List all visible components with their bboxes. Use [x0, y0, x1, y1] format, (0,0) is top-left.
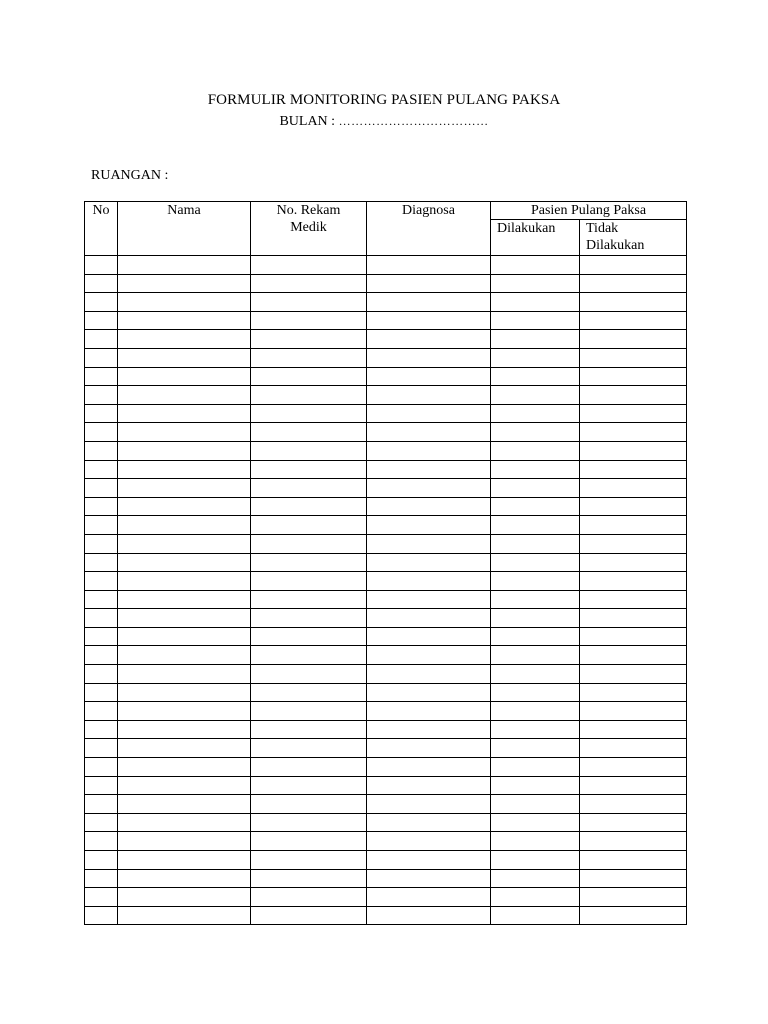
table-row: [85, 348, 687, 367]
table-cell: [118, 274, 251, 293]
table-cell: [367, 646, 491, 665]
table-cell: [491, 460, 580, 479]
table-row: [85, 609, 687, 628]
table-cell: [367, 609, 491, 628]
table-cell: [491, 702, 580, 721]
table-row: [85, 330, 687, 349]
table-cell: [85, 795, 118, 814]
table-cell: [580, 795, 687, 814]
table-row: [85, 832, 687, 851]
table-row: [85, 460, 687, 479]
table-cell: [367, 720, 491, 739]
table-cell: [491, 646, 580, 665]
table-cell: [491, 423, 580, 442]
table-cell: [491, 683, 580, 702]
table-cell: [491, 776, 580, 795]
table-cell: [85, 888, 118, 907]
table-cell: [580, 348, 687, 367]
table-cell: [580, 572, 687, 591]
table-cell: [367, 683, 491, 702]
table-cell: [85, 293, 118, 312]
table-cell: [118, 367, 251, 386]
table-cell: [367, 832, 491, 851]
table-cell: [367, 776, 491, 795]
table-cell: [580, 404, 687, 423]
table-cell: [491, 293, 580, 312]
table-cell: [85, 460, 118, 479]
table-cell: [251, 367, 367, 386]
table-cell: [118, 479, 251, 498]
table-cell: [367, 311, 491, 330]
table-cell: [367, 553, 491, 572]
table-cell: [85, 813, 118, 832]
table-cell: [251, 423, 367, 442]
table-cell: [85, 274, 118, 293]
table-cell: [118, 888, 251, 907]
table-cell: [118, 386, 251, 405]
table-row: [85, 516, 687, 535]
header-no: [85, 202, 118, 256]
table-cell: [491, 553, 580, 572]
table-cell: [118, 776, 251, 795]
table-cell: [85, 348, 118, 367]
table-cell: [491, 441, 580, 460]
table-row: [85, 311, 687, 330]
table-row: [85, 590, 687, 609]
table-cell: [580, 330, 687, 349]
table-cell: [118, 348, 251, 367]
table-cell: [580, 590, 687, 609]
table-cell: [491, 609, 580, 628]
table-cell: [580, 256, 687, 275]
table-cell: [491, 813, 580, 832]
table-cell: [251, 590, 367, 609]
table-cell: [367, 330, 491, 349]
table-cell: [367, 739, 491, 758]
table-cell: [251, 851, 367, 870]
table-cell: [367, 441, 491, 460]
table-cell: [367, 758, 491, 777]
table-row: [85, 534, 687, 553]
table-cell: [85, 516, 118, 535]
table-cell: [85, 720, 118, 739]
table-cell: [251, 460, 367, 479]
table-cell: [118, 646, 251, 665]
table-cell: [367, 293, 491, 312]
table-cell: [118, 553, 251, 572]
table-cell: [251, 497, 367, 516]
table-cell: [367, 813, 491, 832]
table-cell: [251, 516, 367, 535]
header-rekam-line1: No. Rekam: [276, 203, 341, 218]
table-cell: [580, 720, 687, 739]
table-cell: [251, 274, 367, 293]
table-cell: [367, 404, 491, 423]
table-cell: [85, 441, 118, 460]
header-diagnosa: [367, 202, 491, 256]
table-cell: [580, 683, 687, 702]
table-cell: [251, 758, 367, 777]
table-row: [85, 386, 687, 405]
table-cell: [491, 386, 580, 405]
table-cell: [85, 404, 118, 423]
table-cell: [580, 553, 687, 572]
table-cell: [118, 311, 251, 330]
header-dilakukan-label: Dilakukan: [497, 221, 556, 236]
table-cell: [85, 256, 118, 275]
table-cell: [491, 311, 580, 330]
table-cell: [580, 776, 687, 795]
table-row: [85, 479, 687, 498]
table-cell: [491, 590, 580, 609]
table-cell: [118, 665, 251, 684]
table-cell: [85, 776, 118, 795]
table-cell: [580, 497, 687, 516]
header-tidak-dilakukan: [580, 220, 687, 256]
table-cell: [367, 888, 491, 907]
header-rekam-medik: [251, 202, 367, 256]
table-row: [85, 776, 687, 795]
table-row: [85, 367, 687, 386]
table-cell: [367, 702, 491, 721]
table-cell: [580, 423, 687, 442]
table-cell: [367, 627, 491, 646]
table-cell: [251, 256, 367, 275]
table-cell: [85, 572, 118, 591]
header-group-label: Pasien Pulang Paksa: [530, 203, 647, 218]
table-row: [85, 813, 687, 832]
table-cell: [580, 609, 687, 628]
table-cell: [85, 646, 118, 665]
table-cell: [118, 534, 251, 553]
table-cell: [580, 888, 687, 907]
table-cell: [491, 869, 580, 888]
table-cell: [491, 330, 580, 349]
table-cell: [118, 256, 251, 275]
table-cell: [251, 795, 367, 814]
table-cell: [491, 851, 580, 870]
table-cell: [85, 330, 118, 349]
table-cell: [118, 590, 251, 609]
table-cell: [580, 758, 687, 777]
table-cell: [367, 572, 491, 591]
table-cell: [367, 665, 491, 684]
table-cell: [251, 386, 367, 405]
table-cell: [580, 665, 687, 684]
table-cell: [251, 869, 367, 888]
table-row: [85, 404, 687, 423]
header-tidak-line2: Dilakukan: [586, 238, 645, 253]
header-diagnosa-label: Diagnosa: [402, 203, 455, 218]
table-cell: [118, 516, 251, 535]
table-cell: [251, 311, 367, 330]
table-cell: [580, 479, 687, 498]
table-cell: [367, 516, 491, 535]
table-row: [85, 906, 687, 925]
table-cell: [367, 497, 491, 516]
table-row: [85, 423, 687, 442]
table-cell: [491, 497, 580, 516]
table-cell: [251, 683, 367, 702]
header-pasien-pulang-paksa: [491, 202, 687, 220]
table-row: [85, 720, 687, 739]
table-cell: [85, 627, 118, 646]
table-cell: [251, 906, 367, 925]
table-cell: [367, 795, 491, 814]
table-cell: [85, 479, 118, 498]
table-cell: [85, 497, 118, 516]
table-cell: [367, 348, 491, 367]
table-cell: [85, 906, 118, 925]
table-cell: [85, 609, 118, 628]
table-cell: [251, 813, 367, 832]
table-cell: [251, 479, 367, 498]
room-label: RUANGAN :: [91, 168, 169, 183]
table-cell: [251, 348, 367, 367]
table-cell: [367, 851, 491, 870]
header-no-label: No: [92, 203, 110, 218]
table-cell: [580, 851, 687, 870]
table-cell: [367, 534, 491, 553]
table-cell: [118, 572, 251, 591]
table-row: [85, 851, 687, 870]
table-cell: [85, 702, 118, 721]
table-cell: [251, 627, 367, 646]
table-cell: [118, 702, 251, 721]
table-cell: [118, 293, 251, 312]
table-cell: [85, 851, 118, 870]
table-cell: [251, 404, 367, 423]
table-cell: [118, 404, 251, 423]
table-cell: [580, 386, 687, 405]
table-row: [85, 795, 687, 814]
table-cell: [118, 832, 251, 851]
form-title: FORMULIR MONITORING PASIEN PULANG PAKSA: [207, 92, 561, 108]
table-cell: [491, 367, 580, 386]
table-cell: [85, 739, 118, 758]
table-cell: [85, 665, 118, 684]
table-cell: [580, 627, 687, 646]
table-cell: [251, 646, 367, 665]
table-cell: [580, 813, 687, 832]
table-cell: [118, 683, 251, 702]
table-cell: [85, 311, 118, 330]
table-cell: [491, 888, 580, 907]
table-cell: [580, 274, 687, 293]
header-nama: [118, 202, 251, 256]
table-row: [85, 274, 687, 293]
table-cell: [580, 832, 687, 851]
table-row: [85, 646, 687, 665]
table-cell: [85, 758, 118, 777]
table-cell: [580, 739, 687, 758]
table-cell: [118, 758, 251, 777]
table-cell: [251, 553, 367, 572]
table-cell: [580, 646, 687, 665]
month-blank: ………………………………: [338, 114, 489, 128]
table-cell: [118, 851, 251, 870]
table-cell: [118, 441, 251, 460]
table-cell: [580, 367, 687, 386]
month-line: [0, 114, 768, 130]
header-rekam-line2: Medik: [290, 220, 327, 235]
table-cell: [580, 460, 687, 479]
header-dilakukan: [491, 220, 580, 256]
table-cell: [580, 869, 687, 888]
table-row: [85, 702, 687, 721]
table-cell: [85, 683, 118, 702]
table-cell: [251, 739, 367, 758]
month-label: BULAN :: [279, 114, 336, 129]
table-cell: [251, 572, 367, 591]
table-cell: [85, 534, 118, 553]
table-cell: [85, 869, 118, 888]
table-cell: [251, 441, 367, 460]
table-row: [85, 497, 687, 516]
table-row: [85, 572, 687, 591]
table-cell: [580, 293, 687, 312]
table-cell: [118, 720, 251, 739]
table-cell: [251, 720, 367, 739]
table-cell: [491, 348, 580, 367]
table-cell: [491, 758, 580, 777]
table-cell: [580, 516, 687, 535]
table-cell: [251, 609, 367, 628]
table-cell: [491, 720, 580, 739]
monitoring-table: [84, 201, 687, 925]
table-cell: [118, 906, 251, 925]
table-cell: [580, 534, 687, 553]
table-row: [85, 256, 687, 275]
table-row: [85, 869, 687, 888]
table-cell: [367, 423, 491, 442]
table-row: [85, 553, 687, 572]
table-cell: [491, 739, 580, 758]
table-row: [85, 441, 687, 460]
table-cell: [85, 423, 118, 442]
table-cell: [118, 497, 251, 516]
table-cell: [251, 888, 367, 907]
table-cell: [367, 460, 491, 479]
table-body: [85, 256, 687, 925]
table-row: [85, 627, 687, 646]
table-cell: [251, 832, 367, 851]
table-cell: [367, 906, 491, 925]
table-cell: [118, 739, 251, 758]
table-row: [85, 758, 687, 777]
table-cell: [118, 813, 251, 832]
table-cell: [580, 906, 687, 925]
table-row: [85, 665, 687, 684]
table-cell: [491, 665, 580, 684]
table-cell: [367, 256, 491, 275]
table-cell: [367, 869, 491, 888]
table-row: [85, 739, 687, 758]
table-cell: [85, 832, 118, 851]
table-cell: [367, 386, 491, 405]
table-cell: [491, 516, 580, 535]
table-cell: [491, 479, 580, 498]
table-cell: [85, 367, 118, 386]
table-cell: [251, 702, 367, 721]
table-cell: [367, 274, 491, 293]
table-cell: [491, 274, 580, 293]
table-cell: [491, 832, 580, 851]
table-cell: [85, 553, 118, 572]
table-cell: [491, 572, 580, 591]
table-cell: [491, 404, 580, 423]
table-cell: [251, 293, 367, 312]
table-cell: [85, 590, 118, 609]
table-cell: [491, 256, 580, 275]
header-tidak-line1: Tidak: [586, 221, 619, 236]
table-cell: [251, 665, 367, 684]
table-cell: [491, 906, 580, 925]
table-cell: [580, 702, 687, 721]
table-cell: [367, 367, 491, 386]
table-cell: [251, 330, 367, 349]
table-cell: [118, 627, 251, 646]
table-cell: [580, 311, 687, 330]
table-cell: [580, 441, 687, 460]
table-cell: [251, 534, 367, 553]
table-row: [85, 888, 687, 907]
table-cell: [118, 609, 251, 628]
table-cell: [118, 460, 251, 479]
table-cell: [491, 627, 580, 646]
table-cell: [118, 795, 251, 814]
table-cell: [491, 534, 580, 553]
table-cell: [85, 386, 118, 405]
table-cell: [118, 869, 251, 888]
table-cell: [367, 590, 491, 609]
table-cell: [118, 423, 251, 442]
header-nama-label: Nama: [167, 203, 201, 218]
table-cell: [491, 795, 580, 814]
table-row: [85, 683, 687, 702]
table-cell: [251, 776, 367, 795]
table-cell: [118, 330, 251, 349]
table-row: [85, 293, 687, 312]
table-cell: [367, 479, 491, 498]
